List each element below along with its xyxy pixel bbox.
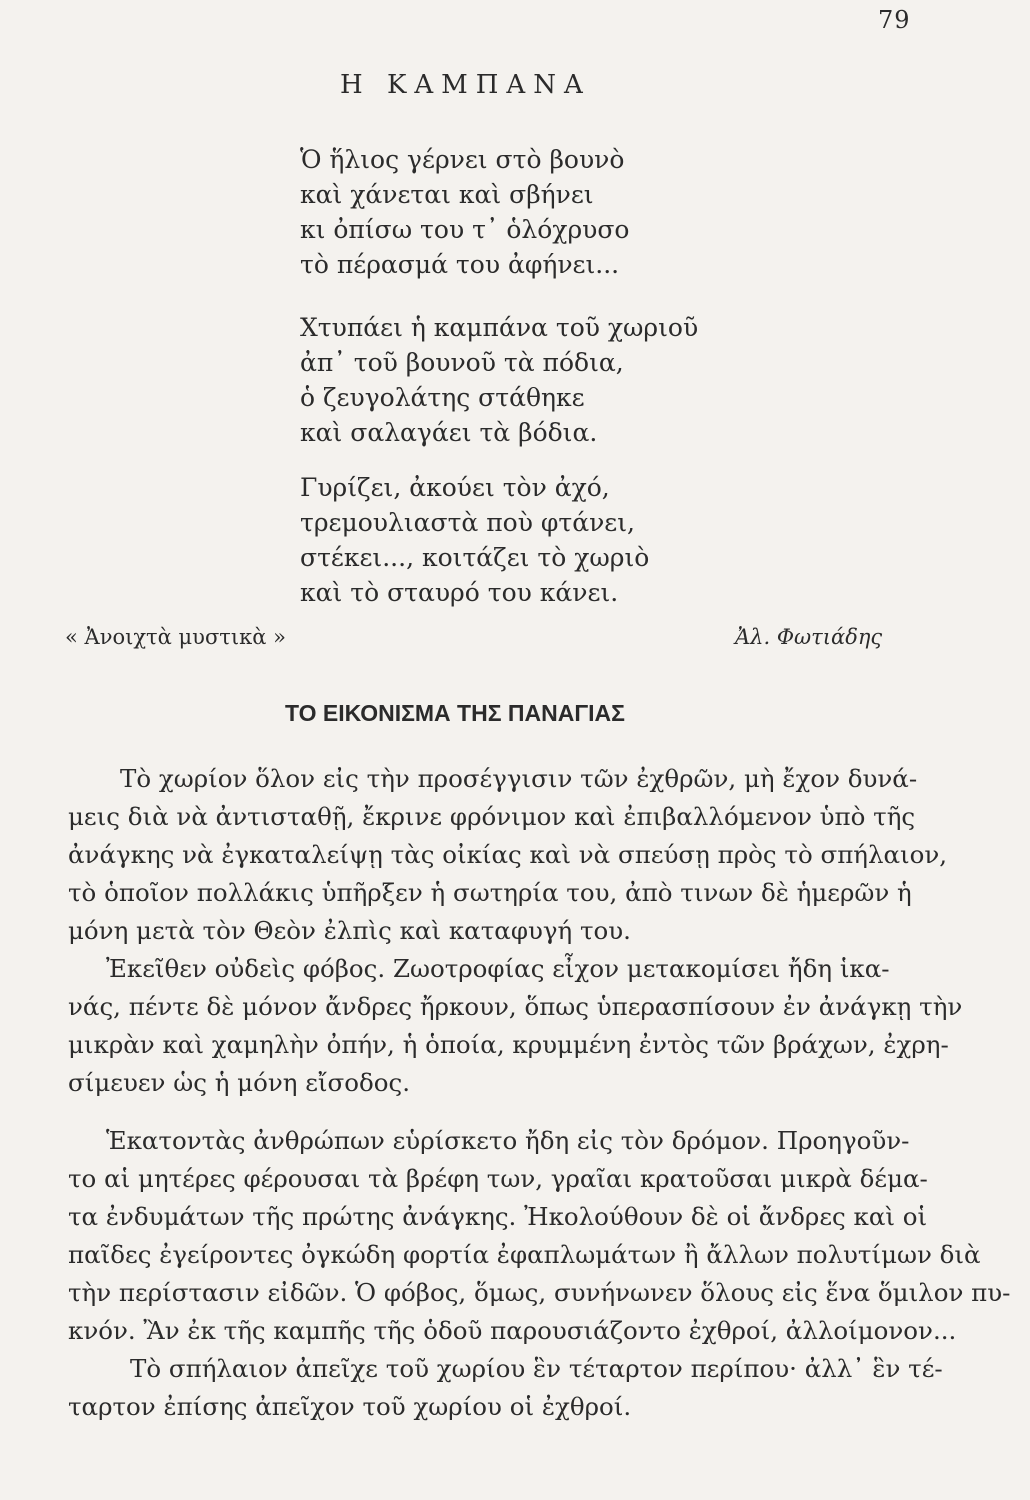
poem-line: ὁ ζευγολάτης στάθηκε [300,383,585,412]
poem-source: « Ἀνοιχτὰ μυστικὰ » [65,625,286,649]
poem-line: καὶ σαλαγάει τὰ βόδια. [300,418,598,447]
prose-line: Τὸ σπήλαιον ἀπεῖχε τοῦ χωρίου ἓν τέταρτον περίπου· ἀλλ᾽ ἓν τέ- [130,1354,943,1383]
poem-stanza-3 [300,470,649,610]
prose-line: μικρὰν καὶ χαμηλὴν ὀπήν, ἡ ὁποία, κρυμμένη ἐντὸς τῶν βράχων, ἐχρη- [68,1030,949,1059]
prose-line: τὴν περίστασιν εἰδῶν. Ὁ φόβος, ὅμως, συνήνωνεν ὅλους εἰς ἕνα ὅμιλον πυ- [68,1278,1011,1307]
poem-line: Ὁ ἥλιος γέρνει στὸ βουνὸ [300,145,625,174]
prose-line: σίμευεν ὡς ἡ μόνη εἴσοδος. [68,1068,410,1097]
prose-line: παῖδες ἐγείροντες ὀγκώδη φορτία ἐφαπλωμάτων ἢ ἄλλων πολυτίμων διὰ [68,1240,981,1269]
poem-stanza-1 [300,142,629,282]
poem-line: Γυρίζει, ἀκούει τὸν ἀχό, [300,473,610,502]
poem-title: Η ΚΑΜΠΑΝΑ [340,70,591,100]
prose-line: τὸ ὁποῖον πολλάκις ὑπῆρξεν ἡ σωτηρία του, ἀπὸ τινων δὲ ἡμερῶν ἡ [68,878,912,907]
poem-line: καὶ τὸ σταυρό του κάνει. [300,578,619,607]
poem-line: στέκει..., κοιτάζει τὸ χωριὸ [300,543,650,572]
prose-line: το αἱ μητέρες φέρουσαι τὰ βρέφη των, γραῖαι κρατοῦσαι μικρὰ δέμα- [68,1164,928,1193]
prose-line: μεις διὰ νὰ ἀντισταθῇ, ἔκρινε φρόνιμον καὶ ἐπιβαλλόμενον ὑπὸ τῆς [68,802,916,831]
prose-line: μόνη μετὰ τὸν Θεὸν ἐλπὶς καὶ καταφυγή του. [68,916,631,945]
prose-body [68,760,1011,1426]
prose-line: τα ἐνδυμάτων τῆς πρώτης ἀνάγκης. Ἠκολούθουν δὲ οἱ ἄνδρες καὶ οἱ [68,1202,928,1231]
prose-line: νάς, πέντε δὲ μόνον ἄνδρες ἤρκουν, ὅπως ὑπερασπίσουν ἐν ἀνάγκῃ τὴν [68,992,963,1021]
poem-line: Χτυπάει ἡ καμπάνα τοῦ χωριοῦ [300,313,699,342]
prose-line: Ἑκατοντὰς ἀνθρώπων εὑρίσκετο ἤδη εἰς τὸν δρόμον. Προηγοῦν- [106,1126,910,1155]
page-number: 79 [878,6,911,34]
poem-line: κι ὀπίσω του τ᾽ ὁλόχρυσο [300,215,630,244]
prose-line: ταρτον ἐπίσης ἀπεῖχον τοῦ χωρίου οἱ ἐχθροί. [68,1392,632,1421]
poem-author: Ἀλ. Φωτιάδης [735,625,883,649]
poem-line: τὸ πέρασμά του ἀφήνει... [300,250,620,279]
prose-line: Ἐκεῖθεν οὐδεὶς φόβος. Ζωοτροφίας εἶχον μετακομίσει ἤδη ἱκα- [106,954,890,983]
prose-title: ΤΟ ΕΙΚΟΝΙΣΜΑ ΤΗΣ ΠΑΝΑΓΙΑΣ [285,700,625,726]
poem-line: καὶ χάνεται καὶ σβήνει [300,180,594,209]
prose-line: ἀνάγκης νὰ ἐγκαταλείψῃ τὰς οἰκίας καὶ νὰ σπεύσῃ πρὸς τὸ σπήλαιον, [68,840,948,869]
prose-line: κνόν. Ἂν ἐκ τῆς καμπῆς τῆς ὁδοῦ παρουσιάζοντο ἐχθροί, ἀλλοίμονον... [68,1316,957,1345]
poem-line: ἀπ᾽ τοῦ βουνοῦ τὰ πόδια, [300,348,624,377]
poem-stanza-2 [300,310,698,450]
poem-line: τρεμουλιαστὰ ποὺ φτάνει, [300,508,635,537]
prose-line: Τὸ χωρίον ὅλον εἰς τὴν προσέγγισιν τῶν ἐχθρῶν, μὴ ἔχον δυνά- [120,764,918,793]
